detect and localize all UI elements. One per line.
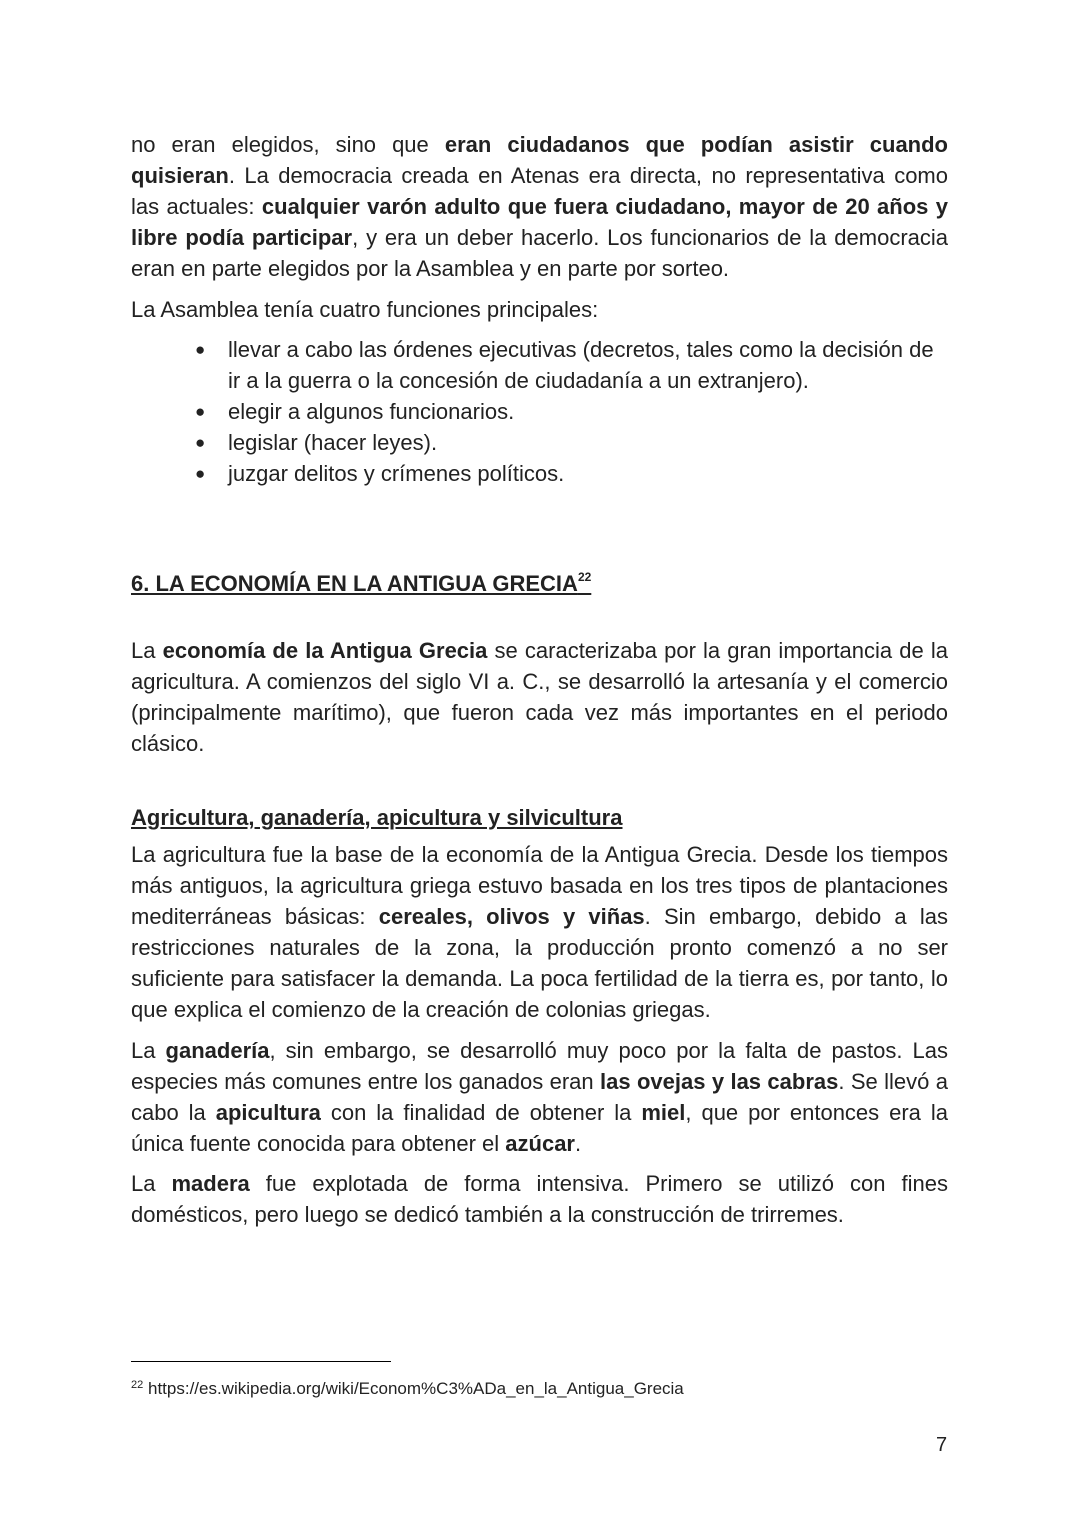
- footnote-number: 22: [131, 1379, 144, 1391]
- paragraph-livestock: [131, 1035, 948, 1159]
- bold-text: economía de la Antigua Grecia: [162, 638, 488, 663]
- text-segment: .: [575, 1131, 582, 1156]
- footnote-link[interactable]: https://es.wikipedia.org/wiki/Econom%C3%ADa_en_la_Antigua_Grecia: [147, 1379, 684, 1398]
- bold-text: ganadería: [165, 1038, 270, 1063]
- bold-text: las ovejas y las cabras: [600, 1069, 839, 1094]
- list-item: ● legislar (hacer leyes).: [131, 427, 948, 458]
- paragraph-wood: [131, 1168, 948, 1230]
- footnote-ref[interactable]: 22: [577, 570, 592, 584]
- text-segment: . La democracia creada en Atenas era directa, no representativa como las actuales:: [131, 163, 948, 219]
- text-segment: La: [131, 638, 163, 663]
- heading-text: 6. LA ECONOMÍA EN LA ANTIGUA GRECIA: [131, 571, 578, 596]
- list-item: ● elegir a algunos funcionarios.: [131, 396, 948, 427]
- text-segment: La agricultura fue la base de la economía de la Antigua Grecia. Desde los tiempos más antiguos, la agricultura griega estuvo basada en los tres tipos de plantaciones mediterráneas básicas:: [131, 842, 948, 929]
- bold-text: azúcar: [505, 1131, 575, 1156]
- bold-text: eran ciudadanos que podían asistir cuando quisieran: [131, 132, 948, 188]
- text-segment: La: [131, 1038, 166, 1063]
- page-number: 7: [936, 1434, 948, 1456]
- bold-text: miel: [641, 1100, 686, 1125]
- list-item: ● juzgar delitos y crímenes políticos.: [131, 458, 948, 489]
- text-segment: con la finalidad de obtener la: [320, 1100, 642, 1125]
- list-item: ● llevar a cabo las órdenes ejecutivas (decretos, tales como la decisión de ir a la guerra o la concesión de ciudadanía a un extranjero).: [131, 334, 948, 396]
- text-segment: no eran elegidos, sino que: [131, 132, 445, 157]
- section-heading: [131, 562, 948, 599]
- text-segment: se caracterizaba por la gran importancia de la agricultura. A comienzos del siglo VI a. C., se desarrolló la artesanía y el comercio (principalmente marítimo), que fueron cada vez más importantes en el periodo clásico.: [131, 638, 949, 756]
- text-segment: La: [131, 1171, 172, 1196]
- text-segment: , sin embargo, se desarrolló muy poco por la falta de pastos. Las especies más comunes entre los ganados eran: [131, 1038, 948, 1094]
- text-segment: fue explotada de forma intensiva. Primero se utilizó con fines domésticos, pero luego se dedicó también a la construcción de trirremes.: [131, 1171, 949, 1227]
- footnote: [131, 1374, 684, 1400]
- subheading: Agricultura, ganadería, apicultura y silvicultura: [131, 805, 623, 830]
- text-segment: , y era un deber hacerlo. Los funcionarios de la democracia eran en parte elegidos por la Asamblea y en parte por sorteo.: [131, 225, 949, 281]
- paragraph-agriculture: [131, 839, 948, 1025]
- bold-text: apicultura: [215, 1100, 321, 1125]
- bold-text: cualquier varón adulto que fuera ciudadano, mayor de 20 años y libre podía participar: [131, 194, 949, 250]
- text-segment: . Sin embargo, debido a las restricciones naturales de la zona, la producción pronto comenzó a no ser suficiente para satisfacer la demanda. La poca fertilidad de la tierra es, por tanto, lo que explica el comienzo de la creación de colonias griegas.: [131, 904, 948, 1022]
- paragraph-assembly-description: [131, 129, 948, 284]
- footnote-divider: [131, 1361, 391, 1362]
- text-segment: , que por entonces era la única fuente conocida para obtener el: [131, 1100, 949, 1156]
- bold-text: cereales, olivos y viñas: [378, 904, 645, 929]
- paragraph-assembly-functions-intro: [131, 294, 948, 325]
- text-segment: La Asamblea tenía cuatro funciones principales:: [131, 297, 599, 322]
- paragraph-economy-intro: [131, 635, 948, 759]
- assembly-functions-list: [131, 334, 948, 489]
- bold-text: madera: [171, 1171, 250, 1196]
- text-segment: . Se llevó a cabo la: [131, 1069, 948, 1125]
